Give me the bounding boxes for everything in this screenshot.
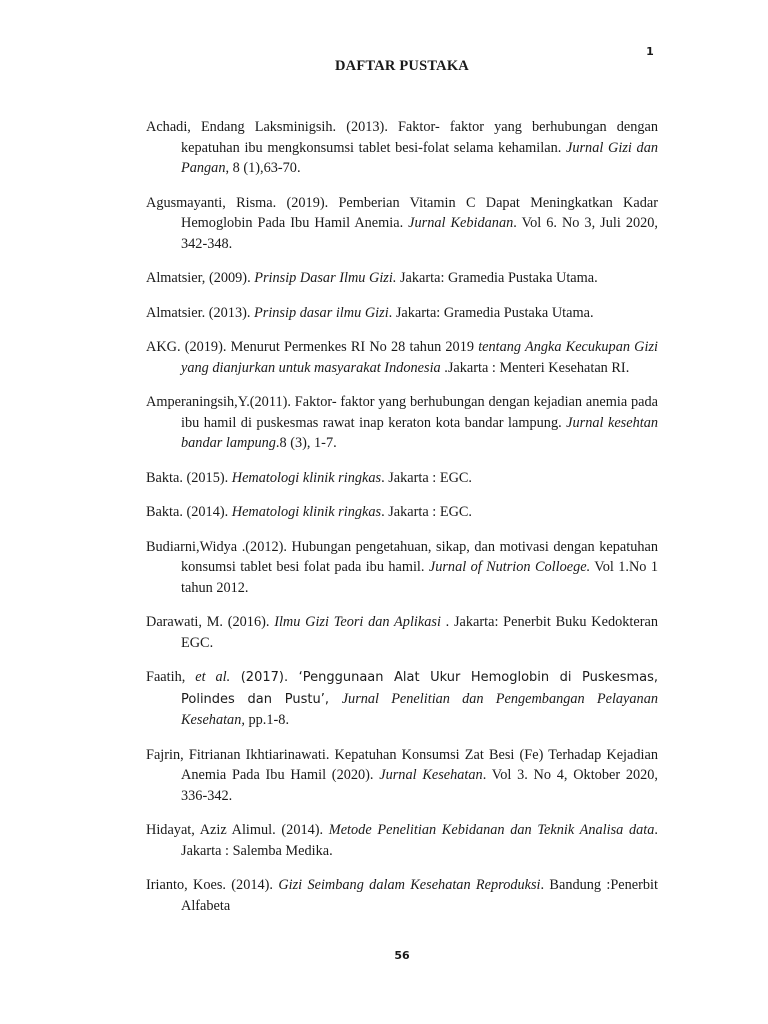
reference-entry [146, 303, 658, 324]
reference-entry [146, 392, 658, 454]
reference-text: pp.1-8. [244, 712, 290, 728]
reference-text: . Jakarta: Gramedia Pustaka Utama. [388, 304, 594, 321]
reference-text: Fajrin, Fitrianan Ikhtiarinawati. Kepatuhan Konsumsi Zat Besi (Fe) Terhadap Kejadian Anemia Pada Ibu Hamil (2020). [146, 746, 658, 783]
reference-title-italic: Hematologi klinik ringkas [231, 469, 382, 486]
reference-text: Almatsier, (2009). [146, 270, 255, 286]
reference-text: . Bandung :Penerbit Alfabeta [181, 877, 658, 914]
reference-text: (2017). [230, 670, 299, 685]
reference-text: . Jakarta : EGC. [381, 504, 472, 520]
reference-title-italic: Gizi Seimbang dalam Kesehatan Reproduksi [278, 877, 541, 893]
reference-title-italic: Metode Penelitian Kebidanan dan Teknik Analisa data [328, 822, 655, 838]
reference-text: Almatsier. (2013). [146, 304, 255, 321]
reference-list [146, 117, 658, 930]
reference-text: . Jakarta : Salemba Medika. [181, 822, 658, 859]
reference-entry [146, 820, 658, 861]
reference-title-italic: Ilmu Gizi Teori dan Aplikasi [274, 614, 441, 630]
reference-entry [146, 875, 658, 916]
reference-text: .Jakarta : Menteri Kesehatan RI. [440, 359, 630, 376]
reference-title-italic: Jurnal Kebidanan [408, 215, 514, 231]
reference-text: Jakarta: Gramedia Pustaka Utama. [396, 270, 598, 286]
reference-entry [146, 667, 658, 731]
reference-title-italic: Jurnal Penelitian dan Pengembangan Pelayanan Kesehatan, [181, 690, 658, 728]
reference-text: Budiarni,Widya .(2012). Hubungan pengetahuan, sikap, dan motivasi dengan kepatuhan konsumsi tablet besi folat pada ibu hamil. [146, 538, 658, 575]
reference-text: Bakta. (2015). [146, 469, 232, 486]
reference-text: Irianto, Koes. (2014). [146, 877, 279, 893]
reference-text: AKG. (2019). Menurut Permenkes RI No 28 tahun 2019 [146, 339, 479, 355]
reference-title-italic: tentang Angka Kecukupan Gizi yang dianjurkan untuk masyarakat Indonesia [181, 339, 659, 376]
reference-text: . Jakarta: Penerbit Buku Kedokteran EGC. [181, 614, 658, 651]
page-title: DAFTAR PUSTAKA [335, 58, 469, 74]
reference-title-italic: Jurnal Gizi dan Pangan [181, 139, 658, 176]
reference-title-italic: Jurnal of Nutrion Colloege. [428, 559, 591, 575]
reference-entry [146, 268, 658, 289]
reference-text: . Jakarta : EGC. [381, 469, 472, 486]
reference-title-italic: et al. [195, 669, 231, 685]
reference-text: Darawati, M. (2016). [146, 614, 275, 630]
reference-title-italic: Jurnal Kesehatan [379, 767, 483, 783]
reference-entry [146, 117, 658, 179]
reference-title-italic: Prinsip Dasar Ilmu Gizi. [254, 270, 397, 286]
reference-entry [146, 468, 658, 489]
reference-entry [146, 337, 658, 378]
reference-text: . Vol 6. No 3, Juli 2020, 342-348. [181, 215, 658, 252]
reference-text: Vol 1.No 1 tahun 2012. [181, 559, 658, 596]
reference-entry [146, 502, 658, 523]
reference-text: Faatih, [146, 669, 196, 685]
page-number-top: 1 [646, 45, 654, 58]
reference-text: ‘Penggunaan Alat Ukur Hemoglobin di Puskesmas, Polindes dan Pustu’, [181, 670, 659, 707]
reference-text: , 8 (1),63-70. [225, 160, 301, 176]
reference-entry [146, 612, 658, 653]
reference-text: Amperaningsih,Y.(2011). Faktor- faktor yang berhubungan dengan kejadian anemia pada ibu hamil di puskesmas rawat inap keraton kota bandar lampung. [146, 394, 658, 431]
reference-text: . Vol 3. No 4, Oktober 2020, 336-342. [181, 767, 658, 804]
reference-text: Hidayat, Aziz Alimul. (2014). [146, 822, 329, 838]
reference-text: Bakta. (2014). [146, 504, 232, 520]
reference-title-italic: Jurnal kesehtan bandar lampung [181, 414, 658, 451]
reference-text: .8 (3), 1-7. [275, 435, 337, 451]
reference-title-italic: Prinsip dasar ilmu Gizi [254, 304, 389, 321]
reference-entry [146, 537, 658, 599]
reference-entry [146, 193, 658, 255]
reference-text: Achadi, Endang Laksminigsih. (2013). Faktor- faktor yang berhubungan dengan kepatuhan ibu mengkonsumsi tablet besi-folat selama kehamilan. [146, 119, 658, 156]
reference-entry [146, 745, 658, 807]
reference-text: Agusmayanti, Risma. (2019). Pemberian Vitamin C Dapat Meningkatkan Kadar Hemoglobin Pada Ibu Hamil Anemia. [146, 194, 658, 231]
reference-title-italic: Hematologi klinik ringkas [231, 504, 382, 520]
page-number-bottom: 56 [394, 949, 410, 962]
